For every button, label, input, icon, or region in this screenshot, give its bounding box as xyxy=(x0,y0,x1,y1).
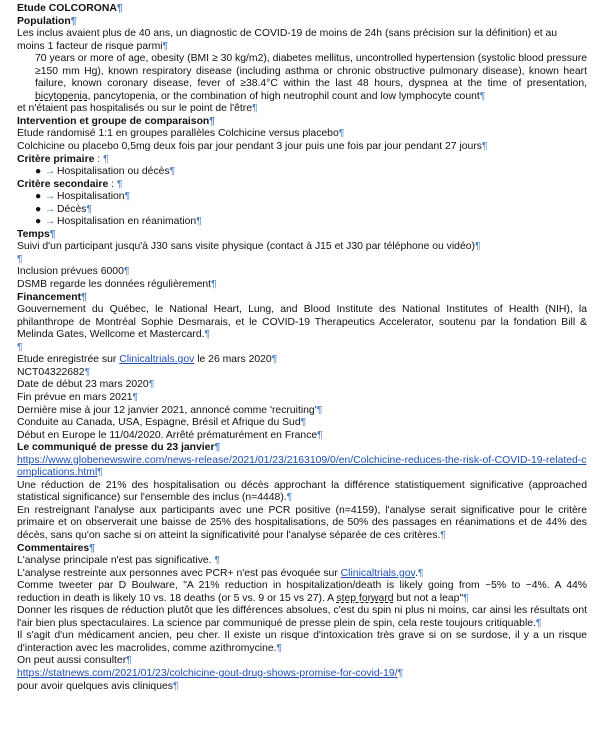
pilcrow-icon: ¶ xyxy=(214,555,221,567)
pilcrow-icon: ¶ xyxy=(116,178,123,190)
list-item: ● → Décès¶ xyxy=(35,203,93,215)
bullet-dot-icon: ● xyxy=(35,216,42,228)
population-paragraph: Les inclus avaient plus de 40 ans, un diagnostic de COVID-19 de moins de 24h (sans précision sur la définition) et au moins 1 facteur de risque parmi¶ xyxy=(17,28,558,52)
pilcrow-icon: ¶ xyxy=(286,492,293,504)
pilcrow-icon: ¶ xyxy=(417,567,424,579)
comment-paragraph: Donner les risques de réduction plutôt que les différences absolues, c'est du spin ni plus ni moins, car ainsi les résultats ont l'air bien plus spectaculaires. La science par communiqué de presse plein de spin, cela reste toujours critiquable.¶ xyxy=(17,605,587,629)
document-title: Étude COLCORONA¶ xyxy=(17,3,123,14)
pilcrow-icon: ¶ xyxy=(103,153,109,165)
europe-line: Début en Europe le 11/04/2020. Arrêté prématurément en France¶ xyxy=(17,429,323,441)
tab-arrow-icon: → xyxy=(45,166,56,178)
pilcrow-icon: ¶ xyxy=(300,417,307,429)
pilcrow-icon: ¶ xyxy=(535,617,542,629)
pilcrow-icon: ¶ xyxy=(70,15,77,27)
dsmb-line: DSMB regarde les données régulièrement¶ xyxy=(17,279,217,291)
press-paragraph: Une réduction de 21% des hospitalisation ou décès approchant la différence statistiquement significative (approached statistical significance) sur l'ensemble des inclus (n=4448).¶ xyxy=(17,479,587,504)
pilcrow-icon: ¶ xyxy=(84,366,91,378)
tab-arrow-icon: → xyxy=(45,216,56,228)
nct-line: NCT04322682¶ xyxy=(17,366,91,378)
pilcrow-icon: ¶ xyxy=(116,3,123,14)
pilcrow-icon: ¶ xyxy=(132,391,139,403)
section-heading-secondary: Critère secondaire : ¶ xyxy=(17,178,123,190)
pilcrow-icon: ¶ xyxy=(204,329,211,341)
pilcrow-icon: ¶ xyxy=(123,266,130,278)
bullet-dot-icon: ● xyxy=(35,166,42,178)
pilcrow-icon: ¶ xyxy=(214,442,221,454)
press-release-link[interactable]: https://www.globenewswire.com/news-release/2021/01/23/2163109/0/en/Colchicine-reduces-the-risk-of-COVID-19-related-complications.html¶ xyxy=(17,454,587,479)
further-reading-line: On peut aussi consulter¶ xyxy=(17,655,132,667)
section-heading-temps: Temps¶ xyxy=(17,228,56,240)
end-date-line: Fin prévue en mars 2021¶ xyxy=(17,391,139,403)
inclusion-line: Inclusion prévues 6000¶ xyxy=(17,266,130,278)
pilcrow-icon: ¶ xyxy=(124,191,131,203)
pilcrow-icon: ¶ xyxy=(271,354,278,366)
comment-paragraph: Il s'agit d'un médicament ancien, peu cher. Il existe un risque d'intoxication très grave si on se surdose, il y a un risque d'interaction avec les macrolides, comme azithromycine.¶ xyxy=(17,630,587,654)
pilcrow-icon: ¶ xyxy=(86,203,93,215)
bullet-dot-icon: ● xyxy=(35,191,42,203)
closing-line: pour avoir quelques avis cliniques¶ xyxy=(17,680,179,692)
pilcrow-icon: ¶ xyxy=(49,228,56,240)
pilcrow-icon: ¶ xyxy=(211,279,217,291)
clinicaltrials-link[interactable]: Clinicaltrials.gov xyxy=(119,354,195,366)
pilcrow-icon: ¶ xyxy=(172,680,179,692)
pilcrow-icon: ¶ xyxy=(126,655,132,667)
pilcrow-icon: ¶ xyxy=(474,241,481,253)
empty-paragraph xyxy=(17,254,587,267)
statnews-link[interactable]: https://statnews.com/2021/01/23/colchicine-gout-drug-shows-promise-for-covid-19/¶ xyxy=(17,667,404,679)
pilcrow-icon: ¶ xyxy=(397,667,404,679)
intervention-line: Étude randomisé 1:1 en groupes parallèles Colchicine versus placebo¶ xyxy=(17,128,345,140)
countries-line: Conduite au Canada, USA, Espagne, Brésil et Afrique du Sud¶ xyxy=(17,417,307,429)
pilcrow-icon: ¶ xyxy=(169,166,176,178)
empty-paragraph xyxy=(17,342,587,355)
pilcrow-icon: ¶ xyxy=(479,90,486,102)
pilcrow-icon: ¶ xyxy=(316,404,323,416)
section-heading-intervention: Intervention et groupe de comparaison¶ xyxy=(17,115,216,127)
comment-line: L'analyse restreinte aux personnes avec PCR+ n'est pas évoquée sur Clinicaltrials.gov.¶ xyxy=(17,567,424,579)
section-heading-financement: Financement¶ xyxy=(17,291,87,303)
press-paragraph: En restreignant l'analyse aux participants avec une PCR positive (n=4159), l'analyse serait significative pour le critère primaire et on observerait une baisse de 25% des hospitalisations, de 50% des passages en réanimations et de 44% des décès, sans qu'on sache si on atteint la significativité pour l'analyse séparée de ces critères.¶ xyxy=(17,504,587,541)
section-heading-primary: Critère primaire : ¶ xyxy=(17,153,109,165)
financement-paragraph: Gouvernement du Québec, le National Heart, Lung, and Blood Institute des National Institutes of Health (NIH), la philanthrope de Montréal Sophie Desmarais, et le COVID-19 Therapeutics Accelerator, soutenu par la fondation Bill & Melinda Gates, Wellcome et Mastercard.¶ xyxy=(17,304,587,341)
pilcrow-icon: ¶ xyxy=(317,429,323,441)
section-heading-press: Le communiqué de presse du 23 janvier¶ xyxy=(17,442,221,454)
tab-arrow-icon: → xyxy=(45,203,56,215)
registered-line: Étude enregistrée sur Clinicaltrials.gov le 26 mars 2020¶ xyxy=(17,354,278,366)
temps-line: Suivi d'un participant jusqu'à J30 sans visite physique (contact à J15 et J30 par téléphone ou vidéo)¶ xyxy=(17,241,481,253)
pilcrow-icon: ¶ xyxy=(148,379,155,391)
pilcrow-icon: ¶ xyxy=(276,642,283,654)
list-item: ● → Hospitalisation ou décès¶ xyxy=(35,166,176,178)
list-item: ● → Hospitalisation en réanimation¶ xyxy=(35,216,202,228)
clinicaltrials-link[interactable]: Clinicaltrials.gov xyxy=(340,567,415,579)
pilcrow-icon: ¶ xyxy=(162,40,169,52)
last-update-line: Dernière mise à jour 12 janvier 2021, annoncé comme 'recruiting'¶ xyxy=(17,404,323,416)
pilcrow-icon: ¶ xyxy=(209,115,216,127)
section-heading-comments: Commentaires¶ xyxy=(17,542,95,554)
pilcrow-icon: ¶ xyxy=(17,341,23,353)
section-heading-population: Population¶ xyxy=(17,15,77,27)
pilcrow-icon: ¶ xyxy=(81,291,87,303)
population-end-line: et n'étaient pas hospitalisés ou sur le point de l'être¶ xyxy=(17,103,258,115)
pilcrow-icon: ¶ xyxy=(196,216,202,228)
comment-line: L'analyse principale n'est pas significative. ¶ xyxy=(17,555,221,567)
pilcrow-icon: ¶ xyxy=(482,141,488,153)
pilcrow-icon: ¶ xyxy=(463,592,469,604)
pilcrow-icon: ¶ xyxy=(89,542,95,554)
spelling-flag: bicytopenia xyxy=(35,90,88,102)
pilcrow-icon: ¶ xyxy=(252,103,258,115)
start-date-line: Date de début 23 mars 2020¶ xyxy=(17,379,155,391)
pilcrow-icon: ¶ xyxy=(17,253,23,265)
list-item: ● → Hospitalisation¶ xyxy=(35,191,131,203)
intervention-line: Colchicine ou placebo 0,5mg deux fois par jour pendant 3 jour puis une fois par jour pendant 27 jours¶ xyxy=(17,141,488,153)
tab-arrow-icon: → xyxy=(45,191,56,203)
risk-factors-paragraph: 70 years or more of age, obesity (BMI ≥ 30 kg/m2), diabetes mellitus, uncontrolled hypertension (systolic blood pressure ≥150 mm Hg), known respiratory disease (including asthma or chronic obstructive pulmonary disease), known heart failure, known coronary disease, fever of ≥38.4°C within the last 48 hours, dyspnea at the time of presentation, bicytopenia, pancytopenia, or the combination of high neutrophil count and low lymphocyte count¶ xyxy=(35,53,587,102)
pilcrow-icon: ¶ xyxy=(97,467,103,479)
comment-paragraph: Comme tweeter par D Boulware, "A 21% reduction in hospitalization/death is likely going from ~5% to ~4%. A 44% reduction in death is likely 10 vs. 18 deaths (or 5 vs. 9 or 15 vs 27). A step forward but not a leap"¶ xyxy=(17,580,587,604)
bullet-dot-icon: ● xyxy=(35,203,42,215)
pilcrow-icon: ¶ xyxy=(440,529,446,541)
grammar-flag: step forward xyxy=(336,592,394,604)
pilcrow-icon: ¶ xyxy=(338,128,345,140)
